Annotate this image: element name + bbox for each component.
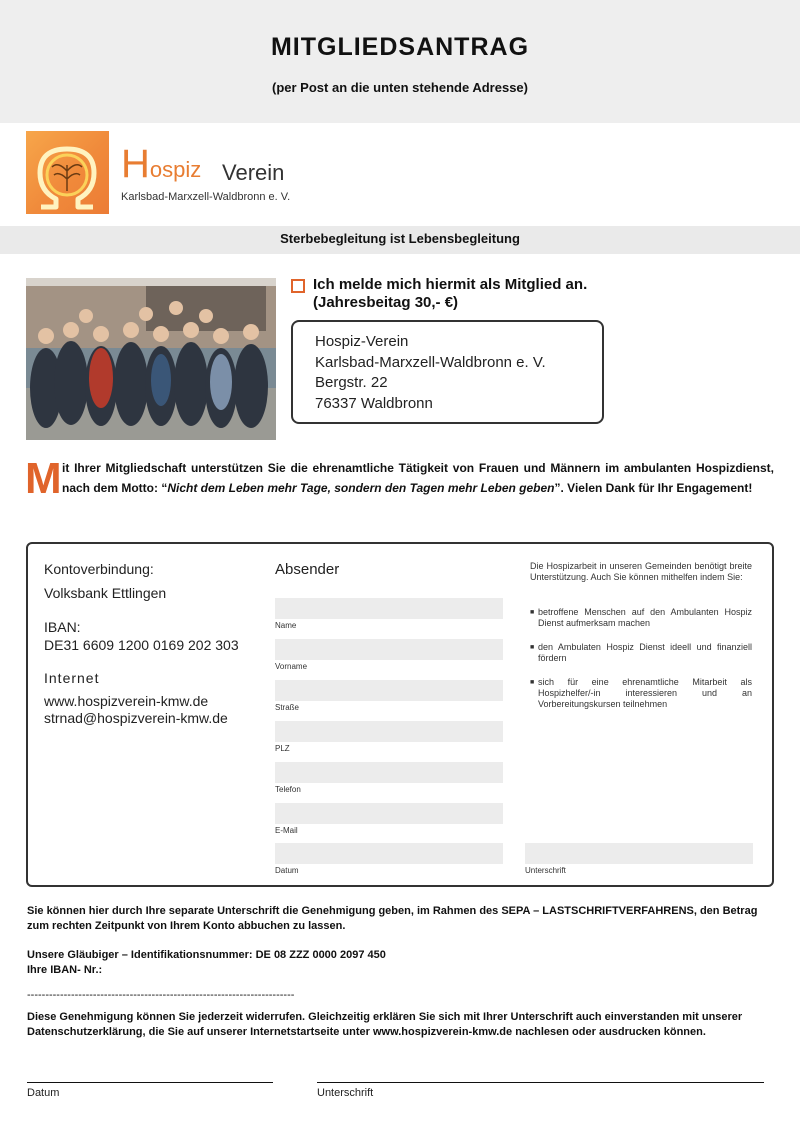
address-line: 76337 Waldbronn xyxy=(315,394,433,412)
page-subtitle: (per Post an die unten stehende Adresse) xyxy=(272,80,528,95)
revocation-paragraph: Diese Genehmigung können Sie jederzeit widerrufen. Gleichzeitig erklären Sie sich mit Ihrer Unterschrift auch einverstanden mit unserer Datenschutzerklärung, die Sie auf unserer Internetstartseite unter www.hospizverein-kmw.de nachlesen oder ausdrucken können. xyxy=(27,1011,743,1038)
info-bullet: den Ambulaten Hospiz Dienst ideell und finanziell fördern xyxy=(538,642,752,663)
street-field[interactable] xyxy=(275,680,503,701)
dashed-separator: ------------------------------------------------------------------------- xyxy=(27,989,295,1001)
dropcap-letter: M xyxy=(25,454,62,503)
address-line: Hospiz-Verein xyxy=(315,333,409,350)
logo-subtitle: Karlsbad-Marxzell-Waldbronn e. V. xyxy=(121,191,291,203)
membership-checkbox[interactable] xyxy=(291,279,305,293)
logo-wordmark-hospiz: Hospiz xyxy=(121,142,202,186)
first-name-field-label: Vorname xyxy=(275,662,308,671)
logo-wordmark-verein: Verein xyxy=(222,160,285,185)
street-field-label: Straße xyxy=(275,703,300,712)
membership-fee: (Jahresbeitag 30,- €) xyxy=(313,294,459,311)
info-bullet: betroffene Menschen auf den Ambulanten Hospiz Dienst aufmerksam machen xyxy=(538,607,752,628)
motto-text: Sterbebegleitung ist Lebensbegleitung xyxy=(280,231,520,246)
name-field[interactable] xyxy=(275,598,503,619)
address-line: Karlsbad-Marxzell-Waldbronn e. V. xyxy=(315,353,546,371)
bullet-icon: ■ xyxy=(530,609,535,616)
bullet-icon: ■ xyxy=(530,679,535,686)
iban-value: DE31 6609 1200 0169 202 303 xyxy=(44,637,239,653)
address-box xyxy=(291,320,604,424)
bank-heading: Kontoverbindung: xyxy=(44,561,154,577)
signature-field-label: Unterschrift xyxy=(525,866,566,875)
group-photo xyxy=(26,278,276,440)
date-label: Datum xyxy=(27,1087,60,1099)
sepa-paragraph: Sie können hier durch Ihre separate Unterschrift die Genehmigung geben, im Rahmen des SEPA – LASTSCHRIFTVERFAHRENS, den Betrag zum rechten Zeitpunkt von Ihrem Konto abbuchen zu lassen. xyxy=(27,905,758,932)
intro-paragraph: it Ihrer Mitgliedschaft unterstützen Sie die ehrenamtliche Tätigkeit von Frauen und Männern im ambulanten Hospizdienst, nach dem Motto: “Nicht dem Leben mehr Tage, sondern den Tagen mehr Leben geben”. Vielen Dank für Ihr Engagement! xyxy=(62,461,774,495)
omega-logo-icon xyxy=(26,131,109,214)
bank-name: Volksbank Ettlingen xyxy=(44,585,167,601)
email-field-label: E-Mail xyxy=(275,826,298,835)
phone-field[interactable] xyxy=(275,762,503,783)
date-field-label: Datum xyxy=(275,866,299,875)
signature-line[interactable] xyxy=(317,1082,764,1083)
creditor-id: Unsere Gläubiger – Identifikationsnummer: DE 08 ZZZ 0000 2097 450 xyxy=(27,949,386,961)
zip-field-label: PLZ xyxy=(275,744,290,753)
iban-label: IBAN: xyxy=(44,619,81,635)
internet-label: Internet xyxy=(44,670,100,686)
name-field-label: Name xyxy=(275,621,297,630)
iban-number-label: Ihre IBAN- Nr.: xyxy=(27,964,103,976)
signature-label: Unterschrift xyxy=(317,1087,374,1099)
form-box xyxy=(26,542,774,887)
bullet-icon: ■ xyxy=(530,644,535,651)
zip-field[interactable] xyxy=(275,721,503,742)
website-link[interactable]: www.hospizverein-kmw.de xyxy=(44,693,209,709)
info-bullet: sich für eine ehrenamtliche Mitarbeit als Hospizhelfer/-in interessieren und an Vorbereitungskursen teilnehmen xyxy=(538,677,752,709)
sender-heading: Absender xyxy=(275,561,340,578)
first-name-field[interactable] xyxy=(275,639,503,660)
address-line: Bergstr. 22 xyxy=(315,374,388,391)
page-title: MITGLIEDSANTRAG xyxy=(270,33,530,61)
email-link[interactable]: strnad@hospizverein-kmw.de xyxy=(44,710,228,726)
membership-label: Ich melde mich hiermit als Mitglied an. xyxy=(313,276,588,293)
signature-field[interactable] xyxy=(525,843,753,864)
info-intro: Die Hospizarbeit in unseren Gemeinden benötigt breite Unterstützung. Auch Sie können mithelfen indem Sie: xyxy=(530,561,752,582)
date-field[interactable] xyxy=(275,843,503,864)
email-field[interactable] xyxy=(275,803,503,824)
date-line[interactable] xyxy=(27,1082,273,1083)
phone-field-label: Telefon xyxy=(275,785,301,794)
